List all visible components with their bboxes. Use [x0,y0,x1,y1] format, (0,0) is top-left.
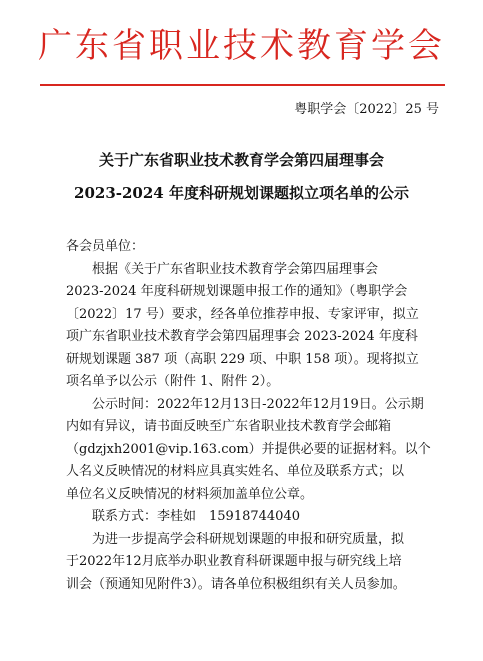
letterhead-divider [40,84,445,86]
text-line: 2023-2024 年度科研规划课题申报工作的通知》（粤职学会 [66,284,408,300]
text-line: 〔2022〕17 号）要求，经各单位推荐申报、专家评审，拟立 [66,306,419,322]
body-paragraph-3 [66,529,441,596]
text-line: 为进一步提高学会科研规划课题的申报和研究质量，拟 [66,532,405,547]
text-line: 联系方式：李桂如 15918744040 [66,509,300,524]
document-number: 粤职学会〔2022〕25 号 [294,102,439,117]
text-line: 训会（预通知见附件3）。请各单位积极组织有关人员参加。 [66,576,406,592]
organization-letterhead: 广东省职业技术教育学会 [38,26,445,66]
contact-info [66,506,441,528]
salutation: 各会员单位： [66,239,145,254]
text-line: （gdzjxh2001@vip.163.com）并提供必要的证据材料。以个 [66,441,431,457]
body-paragraph-2 [66,394,441,506]
text-line: 研规划课题 387 项（高职 229 项、中职 158 项）。现将拟立 [66,351,419,367]
text-line: 内如有异议，请书面反映至广东省职业技术教育学会邮箱 [66,419,392,435]
text-line: 项广东省职业技术教育学会第四届理事会 2023-2024 年度科 [66,329,418,345]
text-line: 公示时间：2022年12月13日-2022年12月19日。公示期 [66,397,424,412]
text-line: 人名义反映情况的材料应具真实姓名、单位及联系方式；以 [66,464,405,480]
text-line: 单位名义反映情况的材料须加盖单位公章。 [66,486,314,502]
text-line: 于2022年12月底举办职业教育科研课题申报与研究线上培 [66,554,402,570]
text-line: 根据《关于广东省职业技术教育学会第四届理事会 [66,262,379,277]
text-line: 项名单予以公示（附件 1、附件 2）。 [66,374,280,390]
document-title-line-2: 2023-2024 年度科研规划课题拟立项名单的公示 [74,184,409,202]
body-paragraph-1 [66,259,441,393]
document-title-line-1: 关于广东省职业技术教育学会第四届理事会 [98,151,384,169]
